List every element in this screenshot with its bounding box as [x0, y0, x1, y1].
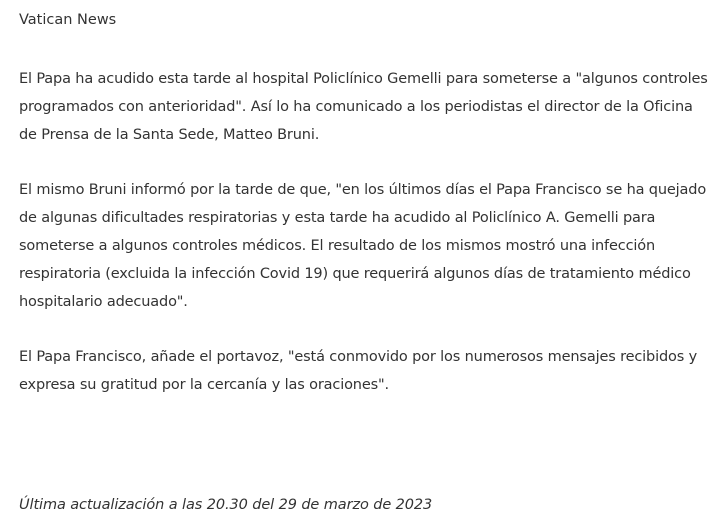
article-paragraph-2: El mismo Bruni informó por la tarde de que, "en los últimos días el Papa Francisco se ha quejado de algunas dificultades respiratorias y esta tarde ha acudido al Policlínico A. Gemelli para someterse a algunos controles médicos. El resultado de los mismos mostró una infección respiratoria (excluida la infección Covid 19) que requerirá algunos días de tratamiento médico hospitalario adecuado". — [19, 182, 707, 310]
article-body — [19, 8, 713, 426]
article-paragraph-1: El Papa ha acudido esta tarde al hospital Policlínico Gemelli para someterse a "algunos controles programados con anterioridad". Así lo ha comunicado a los periodistas el director de la Oficina de Prensa de la Santa Sede, Matteo Bruni. — [19, 71, 708, 143]
last-updated-timestamp: Última actualización a las 20.30 del 29 de marzo de 2023 — [19, 497, 433, 513]
article-paragraph-3: El Papa Francisco, añade el portavoz, "está conmovido por los numerosos mensajes recibidos y expresa su gratitud por la cercanía y las oraciones". — [19, 349, 698, 393]
article-source: Vatican News — [19, 12, 117, 28]
